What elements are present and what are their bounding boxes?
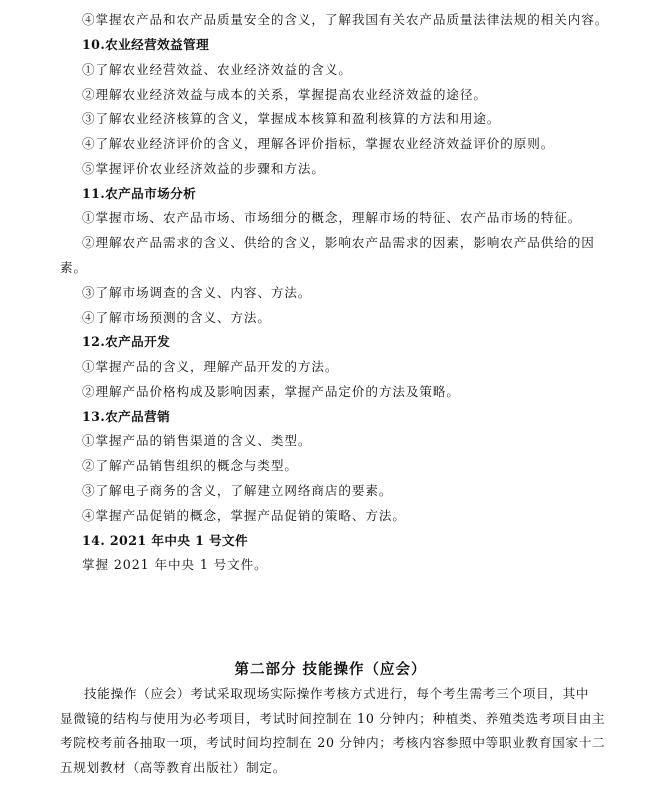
body-line: ①掌握产品的含义，理解产品开发的方法。	[82, 359, 339, 374]
body-line: ②理解产品价格构成及影响因素，掌握产品定价的方法及策略。	[82, 384, 460, 399]
body-line: 掌握 2021 年中央 1 号文件。	[82, 557, 268, 572]
body-line-continuation: 素。	[60, 260, 87, 275]
paragraph-line: 五规划教材（高等教育出版社）制定。	[60, 759, 286, 775]
body-line: ②理解农产品需求的含义、供给的含义，影响农产品需求的因素，影响农产品供给的因	[82, 235, 595, 250]
paragraph-line: 考院校考前各抽取一项，考试时间均控制在 20 分钟内；考核内容参照中等职业教育国家十二	[60, 735, 606, 750]
body-line: ①掌握产品的销售渠道的含义、类型。	[82, 433, 312, 448]
section-heading: 10.农业经营效益管理	[82, 37, 210, 52]
paragraph-line: 技能操作（应会）考试采取现场实际操作考核方式进行，每个考生需考三个项目，其中	[84, 686, 590, 701]
body-line: ①了解农业经营效益、农业经济效益的含义。	[82, 62, 352, 77]
body-line: ②了解产品销售组织的概念与类型。	[82, 458, 298, 473]
body-line: ①掌握市场、农产品市场、市场细分的概念，理解市场的特征、农产品市场的特征。	[82, 210, 582, 225]
paragraph-line: 显微镜的结构与使用为必考项目，考试时间控制在 10 分钟内；种植类、养殖类选考项目由主	[60, 710, 606, 726]
body-line: ③了解电子商务的含义，了解建立网络商店的要素。	[82, 483, 393, 498]
part-title: 第二部分 技能操作（应会）	[234, 661, 427, 678]
body-line: ⑤掌握评价农业经济效益的步骤和方法。	[82, 161, 325, 176]
body-line: ④了解市场预测的含义、方法。	[82, 310, 271, 325]
section-heading: 12.农产品开发	[82, 334, 171, 349]
part-paragraph	[60, 682, 636, 780]
section-heading: 11.农产品市场分析	[82, 186, 197, 201]
section-heading: 13.农产品营销	[82, 409, 171, 424]
body-line: ②理解农业经济效益与成本的关系，掌握提高农业经济效益的途径。	[82, 87, 487, 102]
body-line: ③了解市场调查的含义、内容、方法。	[82, 285, 312, 300]
body-line: ③了解农业经济核算的含义，掌握成本核算和盈利核算的方法和用途。	[82, 111, 501, 126]
section-heading: 14. 2021 年中央 1 号文件	[82, 533, 249, 548]
body-line: ④掌握农产品和农产品质量安全的含义，了解我国有关农产品质量法律法规的相关内容。	[82, 12, 609, 27]
body-line: ④掌握产品促销的概念，掌握产品促销的策略、方法。	[82, 508, 406, 523]
body-line: ④了解农业经济评价的含义，理解各评价指标，掌握农业经济效益评价的原则。	[82, 136, 555, 151]
